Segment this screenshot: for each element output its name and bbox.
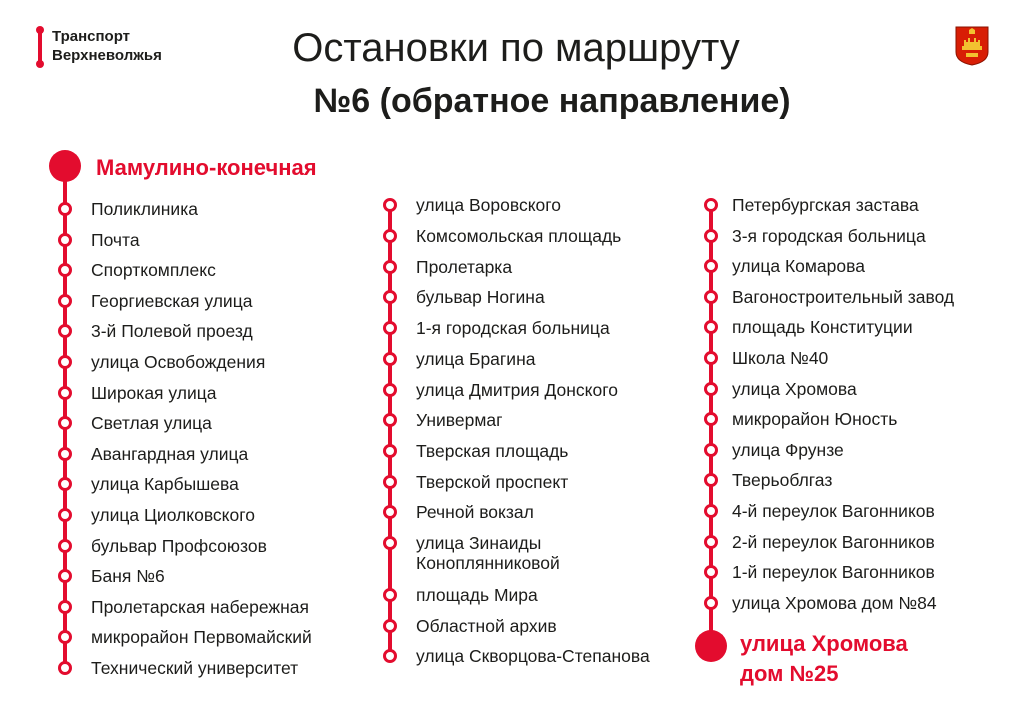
stop-label: 3-й Полевой проезд — [91, 321, 253, 342]
stop-label: бульвар Ногина — [416, 287, 545, 307]
stop-marker — [383, 383, 397, 397]
stop-label: площадь Мира — [416, 585, 538, 605]
stop-label: 1-я городская больница — [416, 318, 610, 338]
stop-label: Технический университет — [91, 658, 299, 678]
stop-marker — [58, 539, 72, 553]
stop-label: 1-й переулок Вагонников — [732, 562, 935, 583]
stop-label: улица Зинаиды Коноплянниковой — [416, 533, 560, 573]
stop-label: улица Фрунзе — [732, 439, 844, 460]
stop-marker — [383, 413, 397, 427]
stop-marker — [383, 260, 397, 274]
route-end-label-line1: улица Хромова — [740, 631, 908, 656]
route-end-marker — [695, 630, 727, 662]
stop-label: Почта — [91, 229, 140, 250]
route-end-label-line2: дом №25 — [740, 661, 839, 686]
stop-marker — [383, 649, 397, 663]
stop-label: улица Освобождения — [91, 352, 266, 372]
stop-label: Пролетарская набережная — [91, 596, 309, 617]
stop-label: улица Брагина — [416, 349, 536, 369]
stop-label: Спорткомплекс — [91, 260, 216, 281]
stop-label: Светлая улица — [91, 413, 212, 434]
stop-label: Тверьоблгаз — [732, 470, 833, 491]
stop-label: Георгиевская улица — [91, 290, 253, 311]
stop-label: Школа №40 — [732, 348, 829, 368]
stop-label: 3-я городская больница — [732, 225, 926, 246]
stop-marker — [58, 447, 72, 461]
stop-marker — [383, 444, 397, 458]
stop-label: Поликлиника — [91, 199, 198, 219]
stop-label: улица Хромова — [732, 378, 857, 399]
stop-label: Баня №6 — [91, 566, 165, 587]
stop-label: улица Циолковского — [91, 505, 256, 525]
stop-marker — [704, 443, 718, 457]
stop-marker — [383, 619, 397, 633]
stop-label: Пролетарка — [416, 257, 513, 277]
stop-marker — [58, 416, 72, 430]
stop-marker — [58, 324, 72, 338]
page-title: Остановки по маршруту — [292, 26, 740, 70]
stop-marker — [704, 596, 718, 610]
stop-marker — [704, 565, 718, 579]
stop-label: 4-й переулок Вагонников — [732, 501, 935, 521]
stop-marker — [704, 229, 718, 243]
stop-label: улица Дмитрия Донского — [416, 380, 619, 400]
stop-marker — [704, 382, 718, 396]
stop-label: микрорайон Первомайский — [91, 627, 312, 648]
stop-label: Универмаг — [416, 410, 503, 430]
stop-label: Комсомольская площадь — [416, 226, 622, 246]
stop-marker — [383, 229, 397, 243]
stop-marker — [58, 508, 72, 522]
stop-marker — [58, 355, 72, 369]
stop-label: Широкая улица — [91, 382, 217, 403]
logo-line-1: Транспорт — [52, 28, 131, 45]
stop-marker — [58, 630, 72, 644]
stop-marker — [383, 536, 397, 550]
stop-label: 2-й переулок Вагонников — [732, 531, 935, 552]
stop-label: Речной вокзал — [416, 502, 534, 522]
stop-label: улица Воровского — [416, 195, 562, 215]
stop-marker — [58, 600, 72, 614]
stop-label: Тверской проспект — [416, 472, 569, 492]
stop-marker — [704, 259, 718, 273]
logo-line-2: Верхневолжья — [52, 47, 162, 64]
stop-marker — [58, 202, 72, 216]
stop-marker — [58, 661, 72, 675]
stop-marker — [704, 198, 718, 212]
page-subtitle: №6 (обратное направление) — [313, 82, 791, 120]
stop-label: Петербургская застава — [732, 195, 919, 215]
stop-marker — [704, 412, 718, 426]
stop-marker — [383, 505, 397, 519]
stop-label: микрорайон Юность — [732, 409, 898, 430]
stop-marker — [704, 535, 718, 549]
stop-label: улица Хромова дом №84 — [732, 592, 937, 613]
route-start-label: Мамулино-конечная — [96, 155, 317, 180]
stop-label: Вагоностроительный завод — [732, 286, 955, 307]
stop-marker — [58, 477, 72, 491]
stop-marker — [58, 386, 72, 400]
stop-marker — [383, 588, 397, 602]
stop-label: Тверская площадь — [416, 441, 569, 461]
stop-marker — [704, 320, 718, 334]
stop-marker — [704, 473, 718, 487]
stop-marker — [58, 294, 72, 308]
stop-label: улица Скворцова-Степанова — [416, 646, 650, 666]
stop-label: Авангардная улица — [91, 443, 249, 464]
stop-marker — [58, 233, 72, 247]
stop-label: Областной архив — [416, 616, 557, 636]
stop-marker — [383, 198, 397, 212]
stop-marker — [58, 569, 72, 583]
stop-label: улица Комарова — [732, 256, 865, 277]
stop-marker — [704, 504, 718, 518]
stop-label: площадь Конституции — [732, 317, 913, 338]
stop-label: улица Карбышева — [91, 474, 239, 495]
stop-marker — [704, 290, 718, 304]
stop-label: бульвар Профсоюзов — [91, 535, 267, 556]
stop-marker — [383, 290, 397, 304]
stop-marker — [383, 352, 397, 366]
stop-marker — [383, 475, 397, 489]
stop-marker — [58, 263, 72, 277]
route-start-marker — [49, 150, 81, 182]
stop-marker — [704, 351, 718, 365]
stop-marker — [383, 321, 397, 335]
coat-of-arms-icon — [955, 26, 989, 66]
